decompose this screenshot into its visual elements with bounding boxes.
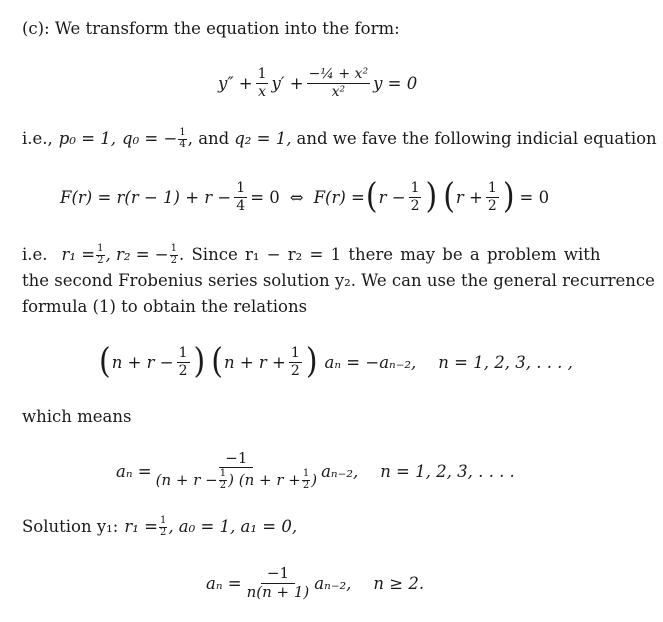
eq3-half-2: $\frac{1}{2}$ bbox=[290, 345, 300, 379]
eq4-range: n = 1, 2, 3, . . . . bbox=[380, 461, 515, 481]
iff-symbol: ⇔ bbox=[289, 187, 304, 207]
right-paren: ) bbox=[502, 176, 515, 217]
ie-roots-prefix: i.e. bbox=[22, 245, 48, 265]
q2-value: q₂ = 1, bbox=[234, 129, 292, 149]
frobenius-line-2: the second Frobenius series solution y₂. We can use the general recurrence bbox=[22, 271, 655, 290]
equation-indicial bbox=[60, 175, 549, 219]
eq2-half-1: $\frac{1}{2}$ bbox=[410, 180, 420, 214]
frobenius-problem-text: . Since r₁ − r₂ = 1 there may be a problem with bbox=[179, 245, 601, 265]
right-paren: ) bbox=[305, 341, 318, 382]
left-paren: ( bbox=[443, 176, 455, 217]
eq1-lhs: y″ + bbox=[218, 73, 253, 93]
eq2-left: F(r) = r(r − 1) + r − bbox=[60, 187, 232, 207]
r2-value: , r₂ = − bbox=[105, 245, 169, 265]
eq2-end: = 0 bbox=[519, 187, 550, 207]
q0-fraction: $\frac{1}{4}$ bbox=[179, 127, 186, 150]
solution-label: Solution y₁: bbox=[22, 517, 119, 537]
solution-initial-values: , a₀ = 1, a₁ = 0, bbox=[168, 517, 298, 537]
eq3-factor-1: n + r − bbox=[111, 352, 174, 372]
equation-an-y1 bbox=[206, 560, 424, 606]
eq5-condition: n ≥ 2. bbox=[373, 573, 425, 593]
eq4-fraction: −1 (n + r − $\frac{1}{2}$ ) (n + r + $\frac{1}{2}$ ) bbox=[155, 448, 318, 491]
r1-value: r₁ = bbox=[61, 245, 96, 265]
r2-fraction: $\frac{1}{2}$ bbox=[170, 243, 178, 266]
equation-an-general bbox=[116, 446, 515, 496]
eq5-lhs: aₙ = bbox=[206, 573, 242, 593]
equation-transformed-form bbox=[218, 62, 417, 104]
left-paren: ( bbox=[211, 341, 223, 382]
p0-value: p₀ = 1, bbox=[58, 129, 117, 149]
eq1-rhs: y = 0 bbox=[373, 73, 418, 93]
eq2-factor-2: r + bbox=[455, 187, 483, 207]
eq5-fraction: $\frac{-1}{n(n + 1)}$ bbox=[246, 564, 310, 601]
eq1-fraction-1: $\frac{1}{x}$ bbox=[257, 66, 267, 100]
solution-y1-line bbox=[22, 516, 297, 538]
intro-text: (c): We transform the equation into the form: bbox=[22, 19, 400, 38]
eq2-right: F(r) = bbox=[313, 187, 365, 207]
q0-value: q₀ = − bbox=[122, 129, 178, 149]
solution-r1: r₁ = bbox=[124, 517, 158, 537]
right-paren: ) bbox=[193, 341, 206, 382]
eq3-rest: aₙ = −aₙ₋₂, bbox=[324, 352, 417, 372]
eq5-rest: aₙ₋₂, bbox=[314, 573, 352, 593]
left-paren: ( bbox=[99, 341, 111, 382]
eq3-half-1: $\frac{1}{2}$ bbox=[178, 345, 188, 379]
equation-recurrence-relation bbox=[98, 340, 573, 384]
solution-r1-fraction: $\frac{1}{2}$ bbox=[159, 515, 167, 538]
eq2-zero: = 0 bbox=[250, 187, 280, 207]
eq2-half-2: $\frac{1}{2}$ bbox=[487, 180, 497, 214]
eq2-factor-1: r − bbox=[378, 187, 406, 207]
frobenius-line-3: formula (1) to obtain the relations bbox=[22, 297, 308, 316]
q0-post: , and bbox=[187, 129, 230, 149]
eq4-lhs: aₙ = bbox=[116, 461, 152, 481]
roots-line bbox=[22, 244, 601, 266]
eq3-range: n = 1, 2, 3, . . . , bbox=[438, 352, 573, 372]
r1-fraction: $\frac{1}{2}$ bbox=[97, 243, 104, 266]
coefficients-line bbox=[22, 128, 657, 150]
eq1-mid: y′ + bbox=[271, 73, 304, 93]
indicial-intro: and we fave the following indicial equation bbox=[296, 129, 657, 149]
left-paren: ( bbox=[365, 176, 378, 217]
right-paren: ) bbox=[425, 176, 438, 217]
eq2-fraction: $\frac{1}{4}$ bbox=[236, 180, 246, 214]
eq4-rest: aₙ₋₂, bbox=[321, 461, 359, 481]
eq1-fraction-2: $\frac{\text{−¼ + x²}}{\text{x²}}$ bbox=[308, 66, 369, 100]
ie-prefix: i.e., bbox=[22, 129, 53, 149]
which-means-text: which means bbox=[22, 407, 132, 426]
eq3-factor-2: n + r + bbox=[223, 352, 286, 372]
